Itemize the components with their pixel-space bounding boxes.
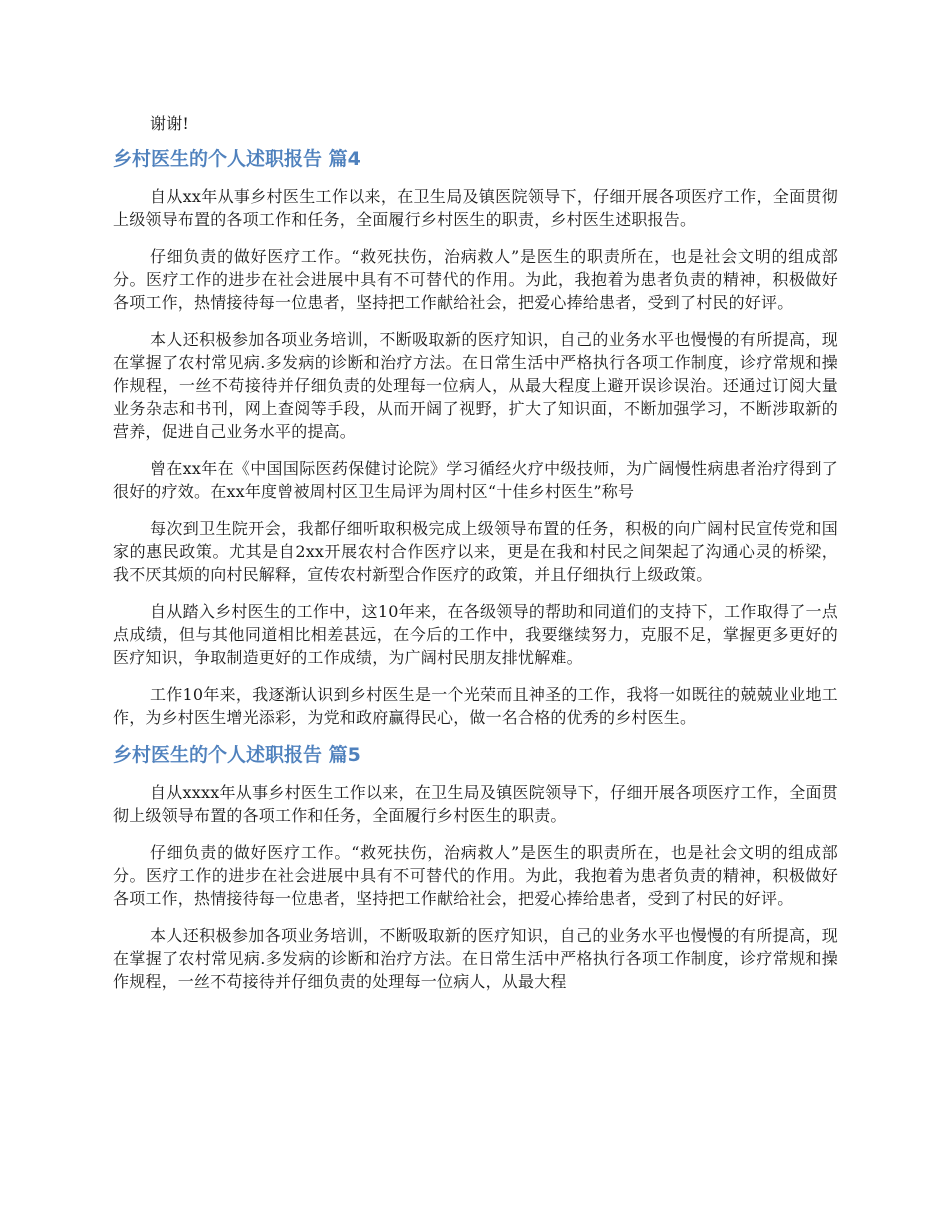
section-4-paragraph: 曾在xx年在《中国国际医药保健讨论院》学习循经火疗中级技师，为广阔慢性病患者治疗得到了很好的疗效。在xx年度曾被周村区卫生局评为周村区“十佳乡村医生”称号 [113,459,838,501]
section-4-paragraph: 工作10年来，我逐渐认识到乡村医生是一个光荣而且神圣的工作，我将一如既往的兢兢业业地工作，为乡村医生增光添彩，为党和政府赢得民心，做一名合格的优秀的乡村医生。 [113,685,838,727]
section-5-paragraph: 本人还积极参加各项业务培训，不断吸取新的医疗知识，自己的业务水平也慢慢的有所提高，现在掌握了农村常见病.多发病的诊断和治疗方法。在日常生活中严格执行各项工作制度，诊疗常规和操作规程，一丝不苟接待并仔细负责的处理每一位病人，从最大程 [113,926,838,991]
section-4-paragraph: 自从xx年从事乡村医生工作以来，在卫生局及镇医院领导下，仔细开展各项医疗工作，全面贯彻上级领导布置的各项工作和任务，全面履行乡村医生的职责，乡村医生述职报告。 [113,187,838,229]
section-4-paragraph: 每次到卫生院开会，我都仔细听取积极完成上级领导布置的任务，积极的向广阔村民宣传党和国家的惠民政策。尤其是自2xx开展农村合作医疗以来，更是在我和村民之间架起了沟通心灵的桥梁，我不厌其烦的向村民解释，宣传农村新型合作医疗的政策，并且仔细执行上级政策。 [113,519,838,584]
section-5-title: 乡村医生的个人述职报告 篇5 [113,744,361,766]
section-5-paragraph: 自从xxxx年从事乡村医生工作以来，在卫生局及镇医院领导下，仔细开展各项医疗工作，全面贯彻上级领导布置的各项工作和任务，全面履行乡村医生的职责。 [113,783,838,825]
section-4-paragraph: 自从踏入乡村医生的工作中，这10年来，在各级领导的帮助和同道们的支持下，工作取得了一点点成绩，但与其他同道相比相差甚远，在今后的工作中，我要继续努力，克服不足，掌握更多更好的医疗知识，争取制造更好的工作成绩，为广阔村民朋友排忧解难。 [113,602,838,667]
section-4-title: 乡村医生的个人述职报告 篇4 [113,148,361,170]
section-4-paragraph: 仔细负责的做好医疗工作。“救死扶伤，治病救人”是医生的职责所在，也是社会文明的组成部分。医疗工作的进步在社会进展中具有不可替代的作用。为此，我抱着为患者负责的精神，积极做好各项工作，热情接待每一位患者，坚持把工作献给社会，把爱心捧给患者，受到了村民的好评。 [113,247,838,312]
section-5-paragraph: 仔细负责的做好医疗工作。“救死扶伤，治病救人”是医生的职责所在，也是社会文明的组成部分。医疗工作的进步在社会进展中具有不可替代的作用。为此，我抱着为患者负责的精神，积极做好各项工作，热情接待每一位患者，坚持把工作献给社会，把爱心捧给患者，受到了村民的好评。 [113,843,838,908]
document-page [113,112,838,1007]
closing-line: 谢谢! [150,114,190,133]
section-4-paragraph: 本人还积极参加各项业务培训，不断吸取新的医疗知识，自己的业务水平也慢慢的有所提高，现在掌握了农村常见病.多发病的诊断和治疗方法。在日常生活中严格执行各项工作制度，诊疗常规和操作规程，一丝不苟接待并仔细负责的处理每一位病人，从最大程度上避开误诊误治。还通过订阅大量业务杂志和书刊，网上查阅等手段，从而开阔了视野，扩大了知识面，不断加强学习，不断涉取新的营养，促进自己业务水平的提高。 [113,330,838,441]
